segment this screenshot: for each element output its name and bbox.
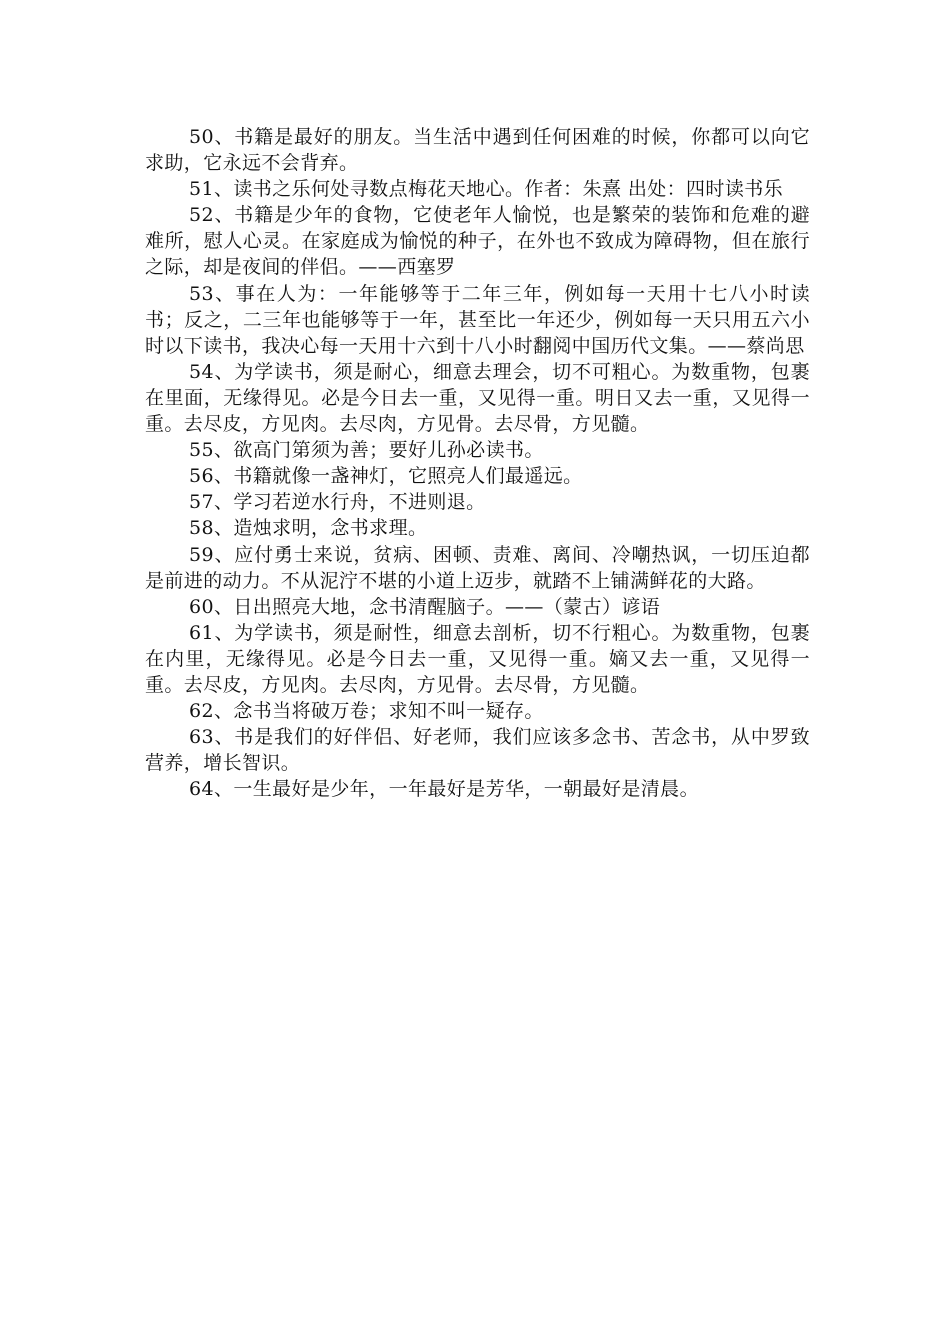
quote-paragraph-54: 54、为学读书，须是耐心，细意去理会，切不可粗心。为数重物，包裹在里面，无缘得见。必是今日去一重，又见得一重。明日又去一重，又见得一重。去尽皮，方见肉。去尽肉，方见骨。去尽骨，方见髓。 <box>145 360 810 436</box>
quote-paragraph-59: 59、应付勇士来说，贫病、困顿、责难、离间、冷嘲热讽，一切压迫都是前进的动力。不从泥泞不堪的小道上迈步，就踏不上铺满鲜花的大路。 <box>145 543 810 592</box>
quote-paragraph-57: 57、学习若逆水行舟，不进则退。 <box>189 491 486 514</box>
quote-paragraph-56: 56、书籍就像一盏神灯，它照亮人们最遥远。 <box>189 465 583 488</box>
quote-paragraph-60: 60、日出照亮大地，念书清醒脑子。——（蒙古）谚语 <box>189 595 661 618</box>
quote-paragraph-53: 53、事在人为：一年能够等于二年三年，例如每一天用十七八小时读书；反之，二三年也能够等于一年，甚至比一年还少，例如每一天只用五六小时以下读书，我决心每一天用十六到十八小时翻阅中国历代文集。——蔡尚思 <box>145 282 810 357</box>
quote-paragraph-63: 63、书是我们的好伴侣、好老师，我们应该多念书、苦念书，从中罗致营养，增长智识。 <box>145 726 810 775</box>
quote-paragraph-64: 64、一生最好是少年，一年最好是芳华，一朝最好是清晨。 <box>189 778 699 801</box>
quote-paragraph-55: 55、欲高门第须为善；要好儿孙必读书。 <box>189 439 544 462</box>
quote-paragraph-51: 51、读书之乐何处寻数点梅花天地心。作者：朱熹 出处：四时读书乐 <box>189 178 784 201</box>
quote-paragraph-58: 58、造烛求明，念书求理。 <box>189 517 428 540</box>
quote-paragraph-50: 50、书籍是最好的朋友。当生活中遇到任何困难的时候，你都可以向它求助，它永远不会背弃。 <box>145 126 810 175</box>
quote-paragraph-62: 62、念书当将破万卷；求知不叫一疑存。 <box>189 700 544 723</box>
document-body <box>145 124 810 802</box>
quote-paragraph-61: 61、为学读书，须是耐性，细意去剖析，切不行粗心。为数重物，包裹在内里，无缘得见。必是今日去一重，又见得一重。嫡又去一重，又见得一重。去尽皮，方见肉。去尽肉，方见骨。去尽骨，方见髓。 <box>145 621 810 696</box>
quote-paragraph-52: 52、书籍是少年的食物，它使老年人愉悦，也是繁荣的装饰和危难的避难所，慰人心灵。在家庭成为愉悦的种子，在外也不致成为障碍物，但在旅行之际，却是夜间的伴侣。——西塞罗 <box>145 204 810 279</box>
